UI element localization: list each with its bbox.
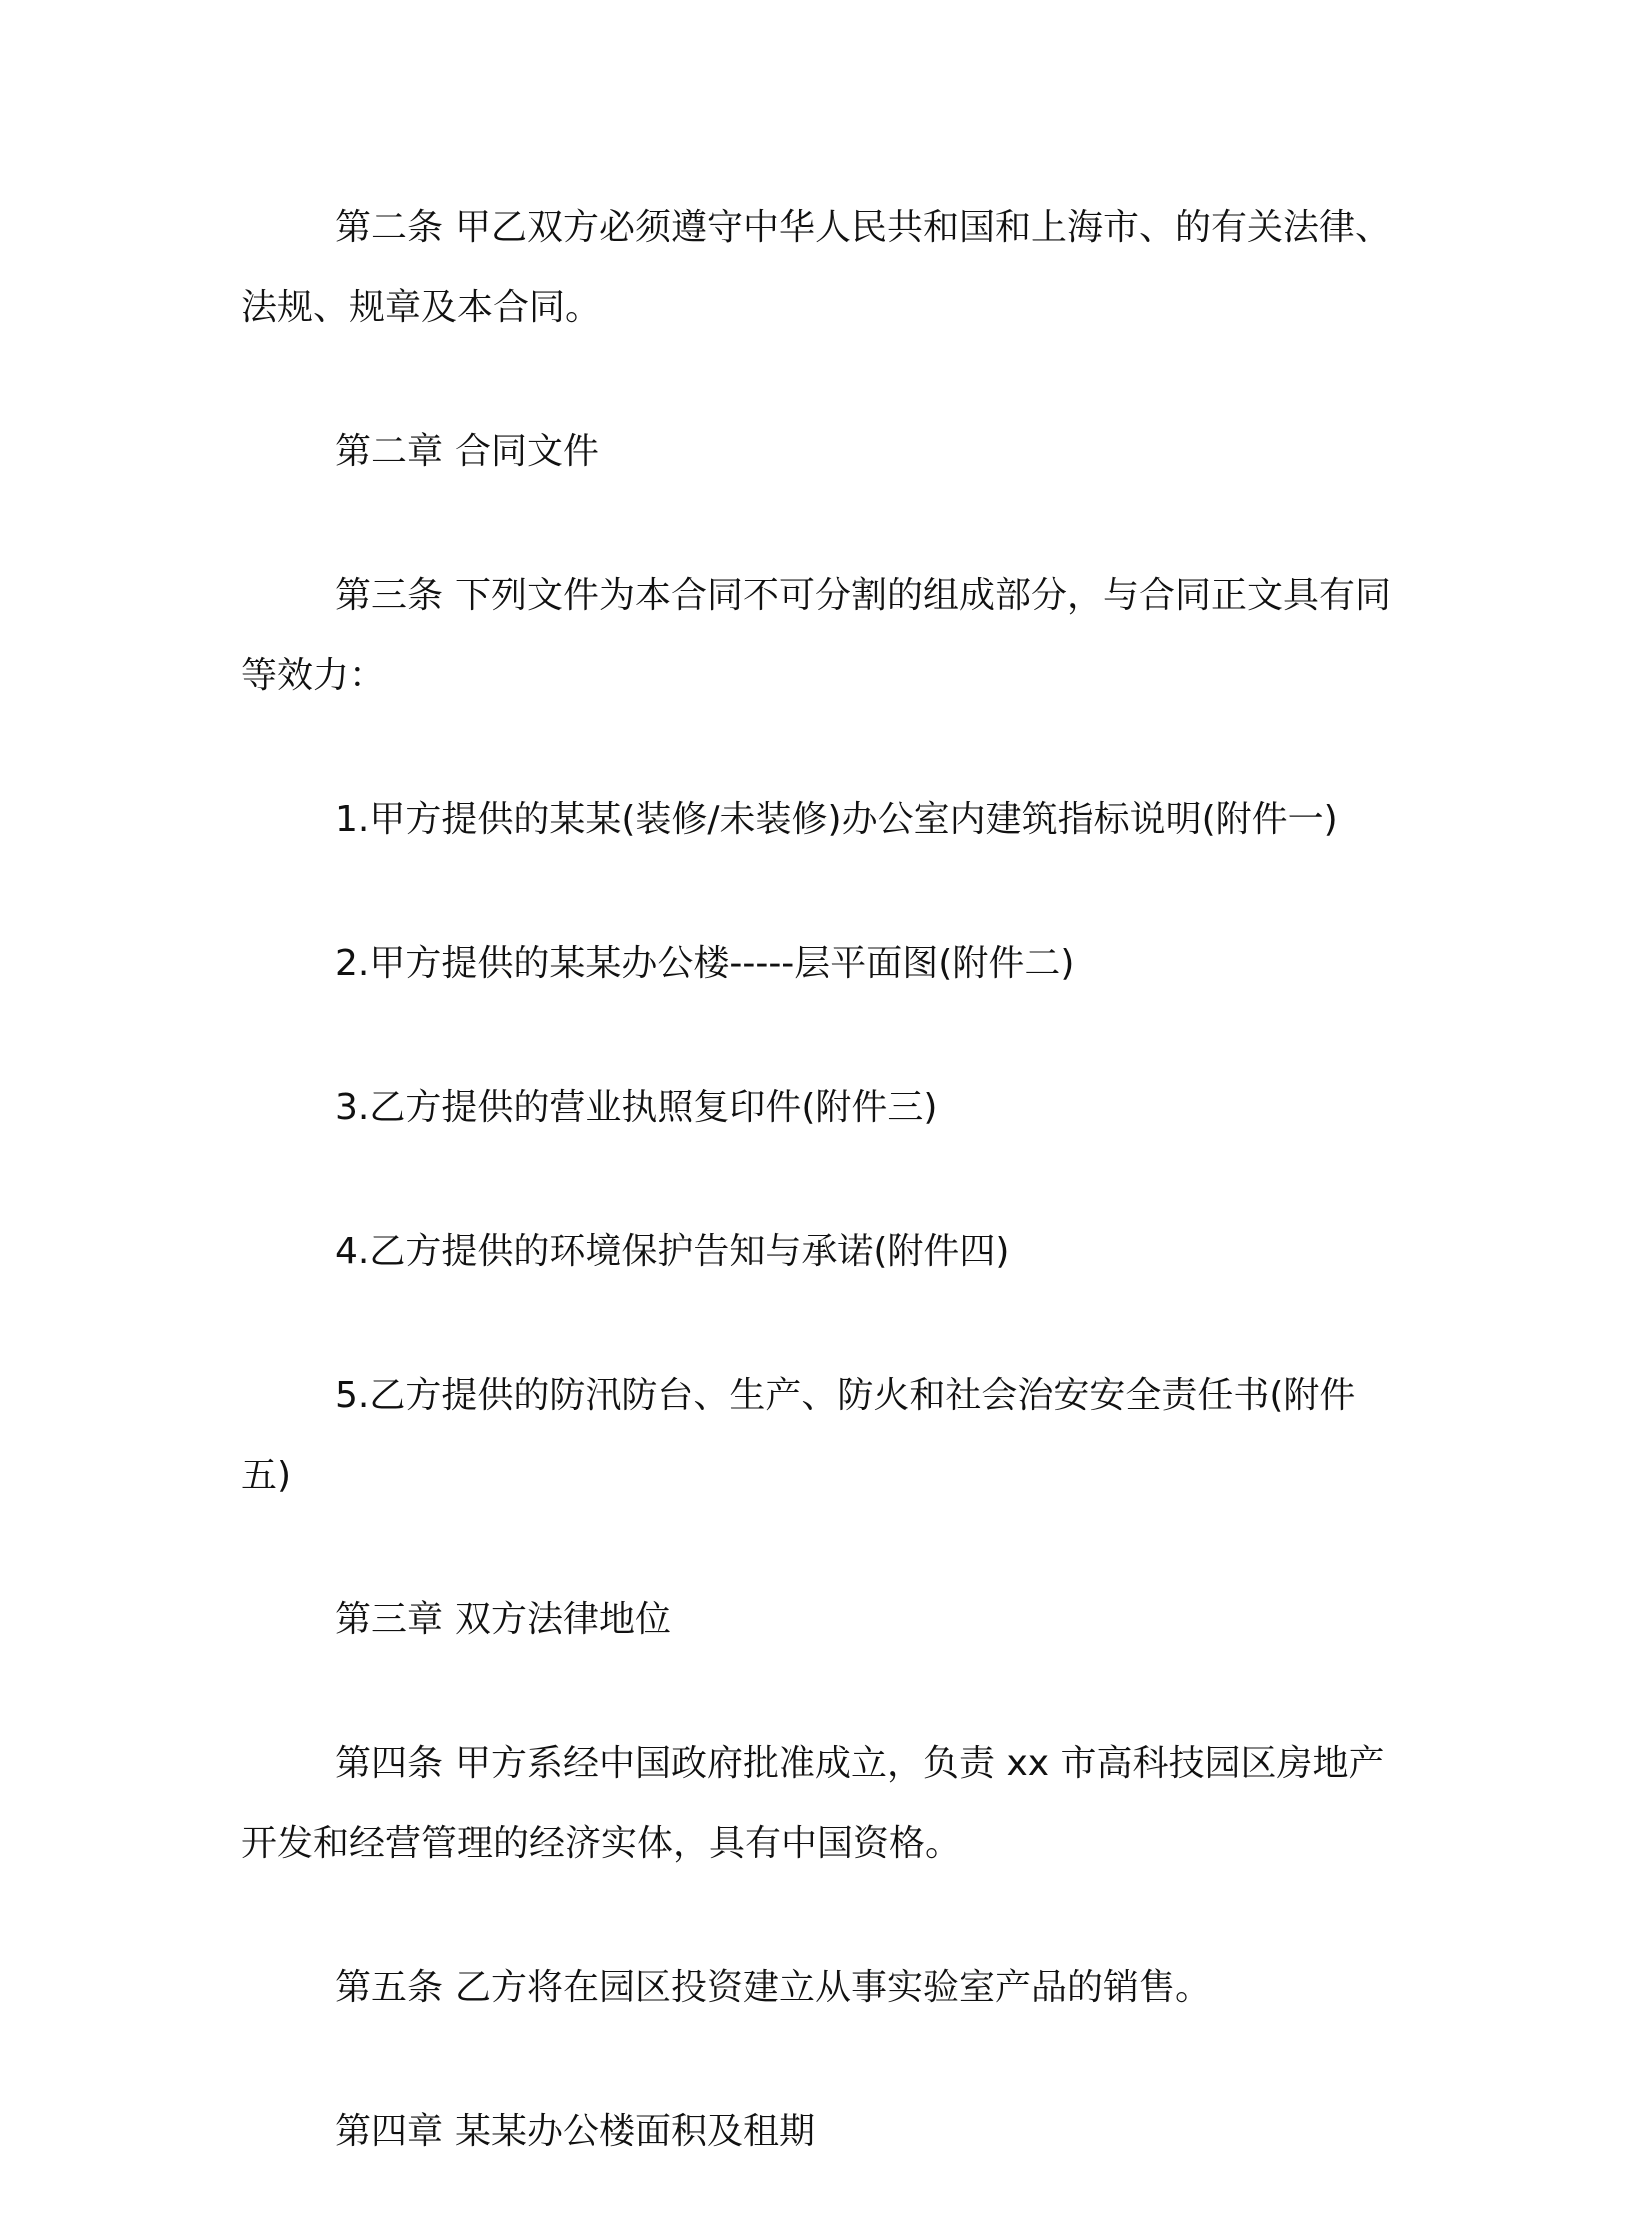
list-item-4-text: 4.乙方提供的环境保护告知与承诺(附件四) <box>335 1231 1010 1272</box>
chapter-4-label: 第四章 <box>335 2111 444 2152</box>
chapter-4-title: 某某办公楼面积及租期 <box>455 2111 816 2152</box>
chapter-3-heading <box>241 1580 1401 1660</box>
article-3-text: 下列文件为本合同不可分割的组成部分，与合同正文具有同等效力： <box>241 575 1392 696</box>
list-item-4 <box>241 1212 1401 1292</box>
chapter-3-title: 双方法律地位 <box>455 1599 672 1640</box>
chapter-3-label: 第三章 <box>335 1599 444 1640</box>
list-item-1-text: 1.甲方提供的某某(装修/未装修)办公室内建筑指标说明(附件一) <box>335 799 1338 840</box>
article-4 <box>241 1724 1401 1884</box>
list-item-2-text: 2.甲方提供的某某办公楼-----层平面图(附件二) <box>335 943 1075 984</box>
list-item-3-text: 3.乙方提供的营业执照复印件(附件三) <box>335 1087 938 1128</box>
article-3-label: 第三条 <box>335 575 444 616</box>
article-5-text: 乙方将在园区投资建立从事实验室产品的销售。 <box>455 1967 1212 2008</box>
chapter-2-label: 第二章 <box>335 431 444 472</box>
list-item-1 <box>241 780 1401 860</box>
document-body <box>241 188 1401 2236</box>
chapter-2-title: 合同文件 <box>455 431 600 472</box>
article-2-label: 第二条 <box>335 207 444 248</box>
article-3 <box>241 556 1401 716</box>
article-5-label: 第五条 <box>335 1967 444 2008</box>
article-4-label: 第四条 <box>335 1743 444 1784</box>
chapter-2-heading <box>241 412 1401 492</box>
article-2 <box>241 188 1401 348</box>
article-2-text: 甲乙双方必须遵守中华人民共和国和上海市、的有关法律、法规、规章及本合同。 <box>241 207 1392 328</box>
article-5 <box>241 1948 1401 2028</box>
list-item-5-text: 5.乙方提供的防汛防台、生产、防火和社会治安安全责任书(附件五) <box>241 1375 1356 1496</box>
list-item-3 <box>241 1068 1401 1148</box>
list-item-5 <box>241 1356 1401 1516</box>
list-item-2 <box>241 924 1401 1004</box>
chapter-4-heading <box>241 2092 1401 2172</box>
article-4-text: 甲方系经中国政府批准成立，负责 xx 市高科技园区房地产开发和经营管理的经济实体，具有中国资格。 <box>241 1743 1385 1864</box>
